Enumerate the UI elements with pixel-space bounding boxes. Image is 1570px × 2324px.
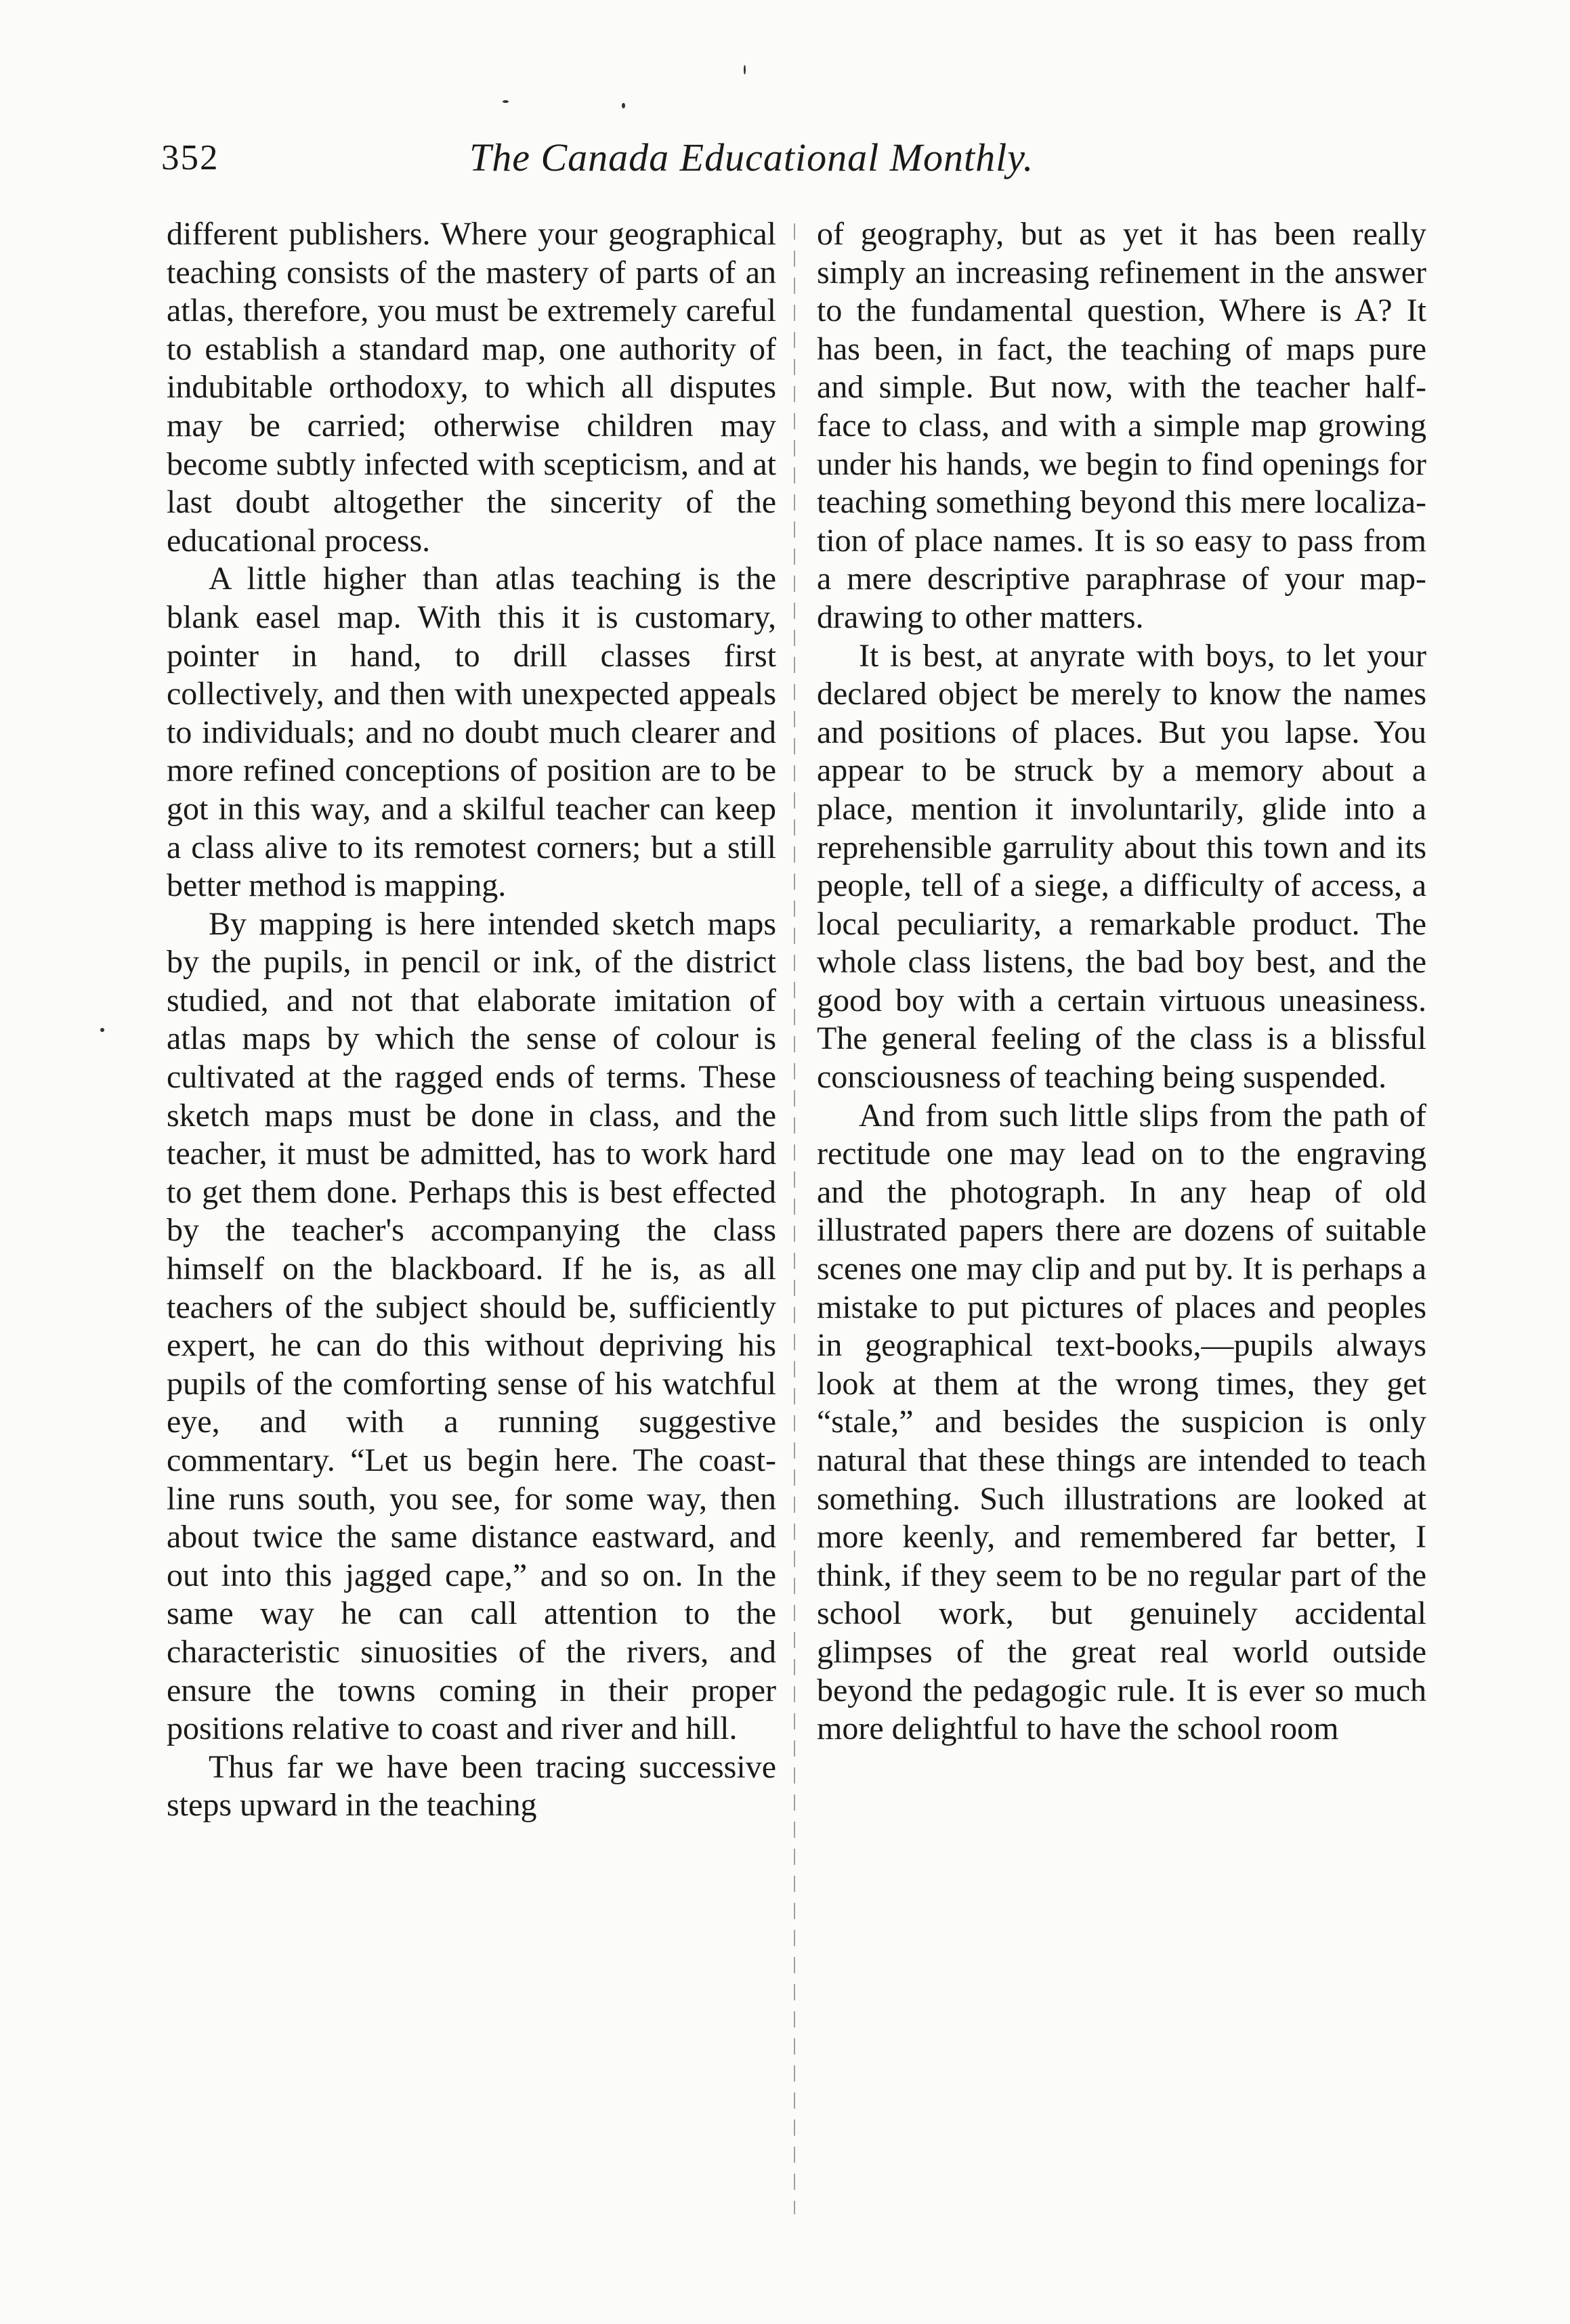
print-speck [100, 1028, 104, 1032]
left-column [167, 215, 776, 1825]
running-title: The Canada Educational Monthly. [469, 135, 1034, 179]
page-number: 352 [161, 138, 219, 177]
print-speck [503, 100, 509, 103]
paragraph: And from such little slips from the path of rectitude one may lead on to the engraving and the photograph. In any heap of old illustrated papers there are dozens of suitable scenes one may clip and put by. It is perhaps a mistake to put pictures of places and peoples in geographical text-books,—pupils always look at them at the wrong times, they get “stale,” and besides the suspicion is only natural that these things are intended to teach something. Such illustrations are looked at more keenly, and remembered far better, I think, if they seem to be no regular part of the school work, but genuinely accidental glimpses of the great real world outside beyond the pedagogic rule. It is ever so much more delightful to have the school room [817, 1097, 1426, 1747]
paragraph: of geography, but as yet it has been really simply an increasing refinement in the answer to the fundamental question, Where is A? It has been, in fact, the teaching of maps pure and simple. But now, with the teacher half-face to class, and with a simple map growing under his hands, we begin to find openings for teaching something beyond this mere localization of place names. It is so easy to pass from a mere descriptive paraphrase of your map-drawing to other matters. [817, 216, 1426, 635]
paragraph: By mapping is here intended sketch maps by the pupils, in pencil or ink, of the district studied, and not that elaborate imitation of atlas maps by which the sense of colour is cultivated at the ragged ends of terms. These sketch maps must be done in class, and the teacher, it must be admitted, has to work hard to get them done. Perhaps this is best effected by the teacher's accompanying the class himself on the blackboard. If he is, as all teachers of the subject should be, sufficiently expert, he can do this without depriving his pupils of the comforting sense of his watchful eye, and with a running suggestive commentary. “Let us begin here. The coast-line runs south, you see, for some way, then about twice the same distance eastward, and out into this jagged cape,” and so on. In the same way he can call attention to the characteristic sinuosities of the rivers, and ensure the towns coming in their proper positions relative to coast and river and hill. [167, 905, 776, 1747]
right-column [817, 215, 1426, 1748]
paragraph: It is best, at anyrate with boys, to let your declared object be merely to know the names and positions of places. But you lapse. You appear to be struck by a memory about a place, mention it involuntarily, glide into a reprehensible garrulity about this town and its people, tell of a siege, a difficulty of access, a local peculiarity, a remarkable product. The whole class listens, the bad boy best, and the good boy with a certain virtuous uneasiness. The general feeling of the class is a blissful consciousness of teaching being suspended. [817, 637, 1426, 1096]
paragraph: different publishers. Where your geographical teaching consists of the mastery of parts of an atlas, therefore, you must be extremely careful to establish a standard map, one authority of indubitable orthodoxy, to which all disputes may be carried; otherwise children may become subtly infected with scepticism, and at last doubt altogether the sincerity of the educational process. [167, 216, 776, 559]
paragraph: Thus far we have been tracing successive steps upward in the teaching [167, 1748, 776, 1824]
paragraph: A little higher than atlas teaching is the blank easel map. With this it is customary, pointer in hand, to drill classes first collectively, and then with unexpected appeals to individuals; and no doubt much clearer and more refined conceptions of position are to be got in this way, and a skilful teacher can keep a class alive to its remotest corners; but a still better method is mapping. [167, 561, 776, 904]
column-divider [794, 223, 795, 2214]
print-speck [622, 103, 625, 108]
page-header [161, 127, 1424, 188]
print-speck [744, 65, 746, 74]
